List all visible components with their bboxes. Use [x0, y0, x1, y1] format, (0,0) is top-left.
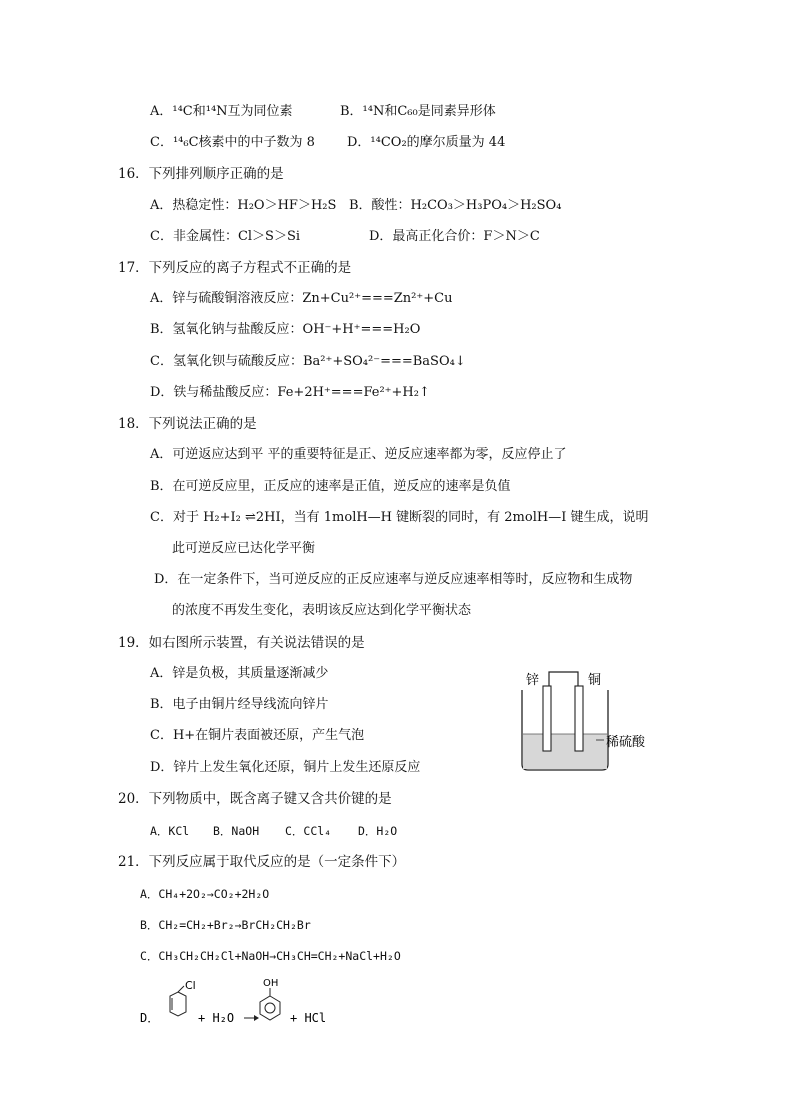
q18-option-c-line1: C．对于 H₂+I₂ ⇌2HI，当有 1molH—H 键断裂的同时，有 2molH—I 键生成，说明 [150, 510, 649, 525]
q19-option-a: A．锌是负极，其质量逐渐减少 [150, 666, 329, 681]
q16-option-a: A．热稳定性：H₂O＞HF＞H₂S [150, 198, 337, 213]
q17-option-d: D．铁与稀盐酸反应：Fe+2H⁺===Fe²⁺+H₂↑ [150, 385, 430, 400]
q17-stem: 17．下列反应的离子方程式不正确的是 [118, 260, 352, 276]
q18-option-b: B．在可逆反应里，正反应的速率是正值，逆反应的速率是负值 [150, 479, 511, 494]
q18-option-d-line2: 的浓度不再发生变化，表明该反应达到化学平衡状态 [172, 603, 472, 618]
q16-option-c: C．非金属性：Cl＞S＞Si [150, 229, 301, 244]
q17-option-b: B．氢氧化钠与盐酸反应：OH⁻+H⁺===H₂O [150, 322, 421, 337]
q18-option-d-line1: D．在一定条件下，当可逆反应的正反应速率与逆反应速率相等时，反应物和生成物 [154, 572, 633, 587]
q21-option-d [140, 976, 380, 1036]
q15-option-a: A．¹⁴C和¹⁴N互为同位素 [150, 104, 293, 119]
q15-option-b: B．¹⁴N和C₆₀是同素异形体 [340, 104, 496, 119]
q18-stem: 18．下列说法正确的是 [118, 416, 257, 432]
q19-stem: 19．如右图所示装置，有关说法错误的是 [118, 635, 365, 651]
q15-option-d: D．¹⁴CO₂的摩尔质量为 44 [347, 135, 506, 150]
dilute-sulfuric-acid-liquid [523, 734, 607, 769]
chlorobenzene-structure [170, 986, 186, 1016]
q20-option-c: C．CCl₄ [285, 824, 332, 838]
galvanic-cell-figure [516, 664, 666, 774]
chlorine-label: Cl [185, 979, 196, 992]
q21-option-a: A．CH₄+2O₂→CO₂+2H₂O [140, 887, 270, 901]
q20-option-a: A．KCl [150, 824, 190, 838]
q21-option-c: C．CH₃CH₂CH₂Cl+NaOH→CH₃CH=CH₂+NaCl+H₂O [140, 949, 401, 963]
q17-option-c: C．氢氧化钡与硫酸反应：Ba²⁺+SO₄²⁻===BaSO₄↓ [150, 354, 466, 369]
q20-stem: 20．下列物质中，既含离子键又含共价键的是 [118, 791, 392, 807]
q20-option-d: D．H₂O [358, 824, 398, 838]
q21-option-b: B．CH₂=CH₂+Br₂→BrCH₂CH₂Br [140, 918, 311, 932]
q21-option-d-water: + H₂O [198, 1011, 235, 1025]
q19-option-b: B．电子由铜片经导线流向锌片 [150, 697, 329, 712]
zinc-label: 锌 [526, 673, 540, 688]
zinc-electrode [543, 686, 551, 751]
q21-option-d-hcl: + HCl [290, 1011, 327, 1025]
q21-option-d-label: D． [140, 1011, 160, 1025]
q19-option-d: D．锌片上发生氧化还原，铜片上发生还原反应 [150, 760, 421, 775]
q17-option-a: A．锌与硫酸铜溶液反应：Zn+Cu²⁺===Zn²⁺+Cu [150, 291, 453, 306]
copper-label: 铜 [588, 673, 602, 688]
copper-electrode [575, 686, 583, 751]
hydroxyl-label: OH [263, 978, 279, 989]
q20-option-b: B．NaOH [213, 824, 260, 838]
q18-option-a: A．可逆返应达到平 平的重要特征是正、逆反应速率都为零，反应停止了 [150, 447, 567, 462]
q16-option-d: D．最高正化合价：F＞N＞C [369, 229, 540, 244]
q16-stem: 16．下列排列顺序正确的是 [118, 166, 284, 182]
connecting-wire [549, 672, 578, 686]
q19-option-c: C．H+在铜片表面被还原，产生气泡 [150, 728, 365, 743]
reaction-arrow-head [254, 1015, 259, 1021]
q18-option-c-line2: 此可逆反应已达化学平衡 [172, 541, 316, 556]
q15-option-c: C．¹⁴₆C核素中的中子数为 8 [150, 135, 315, 150]
acid-label: 稀硫酸 [606, 735, 646, 750]
phenol-structure [260, 988, 280, 1020]
q16-option-b: B．酸性：H₂CO₃＞H₃PO₄＞H₂SO₄ [349, 198, 562, 213]
q21-stem: 21．下列反应属于取代反应的是（一定条件下） [118, 854, 406, 870]
